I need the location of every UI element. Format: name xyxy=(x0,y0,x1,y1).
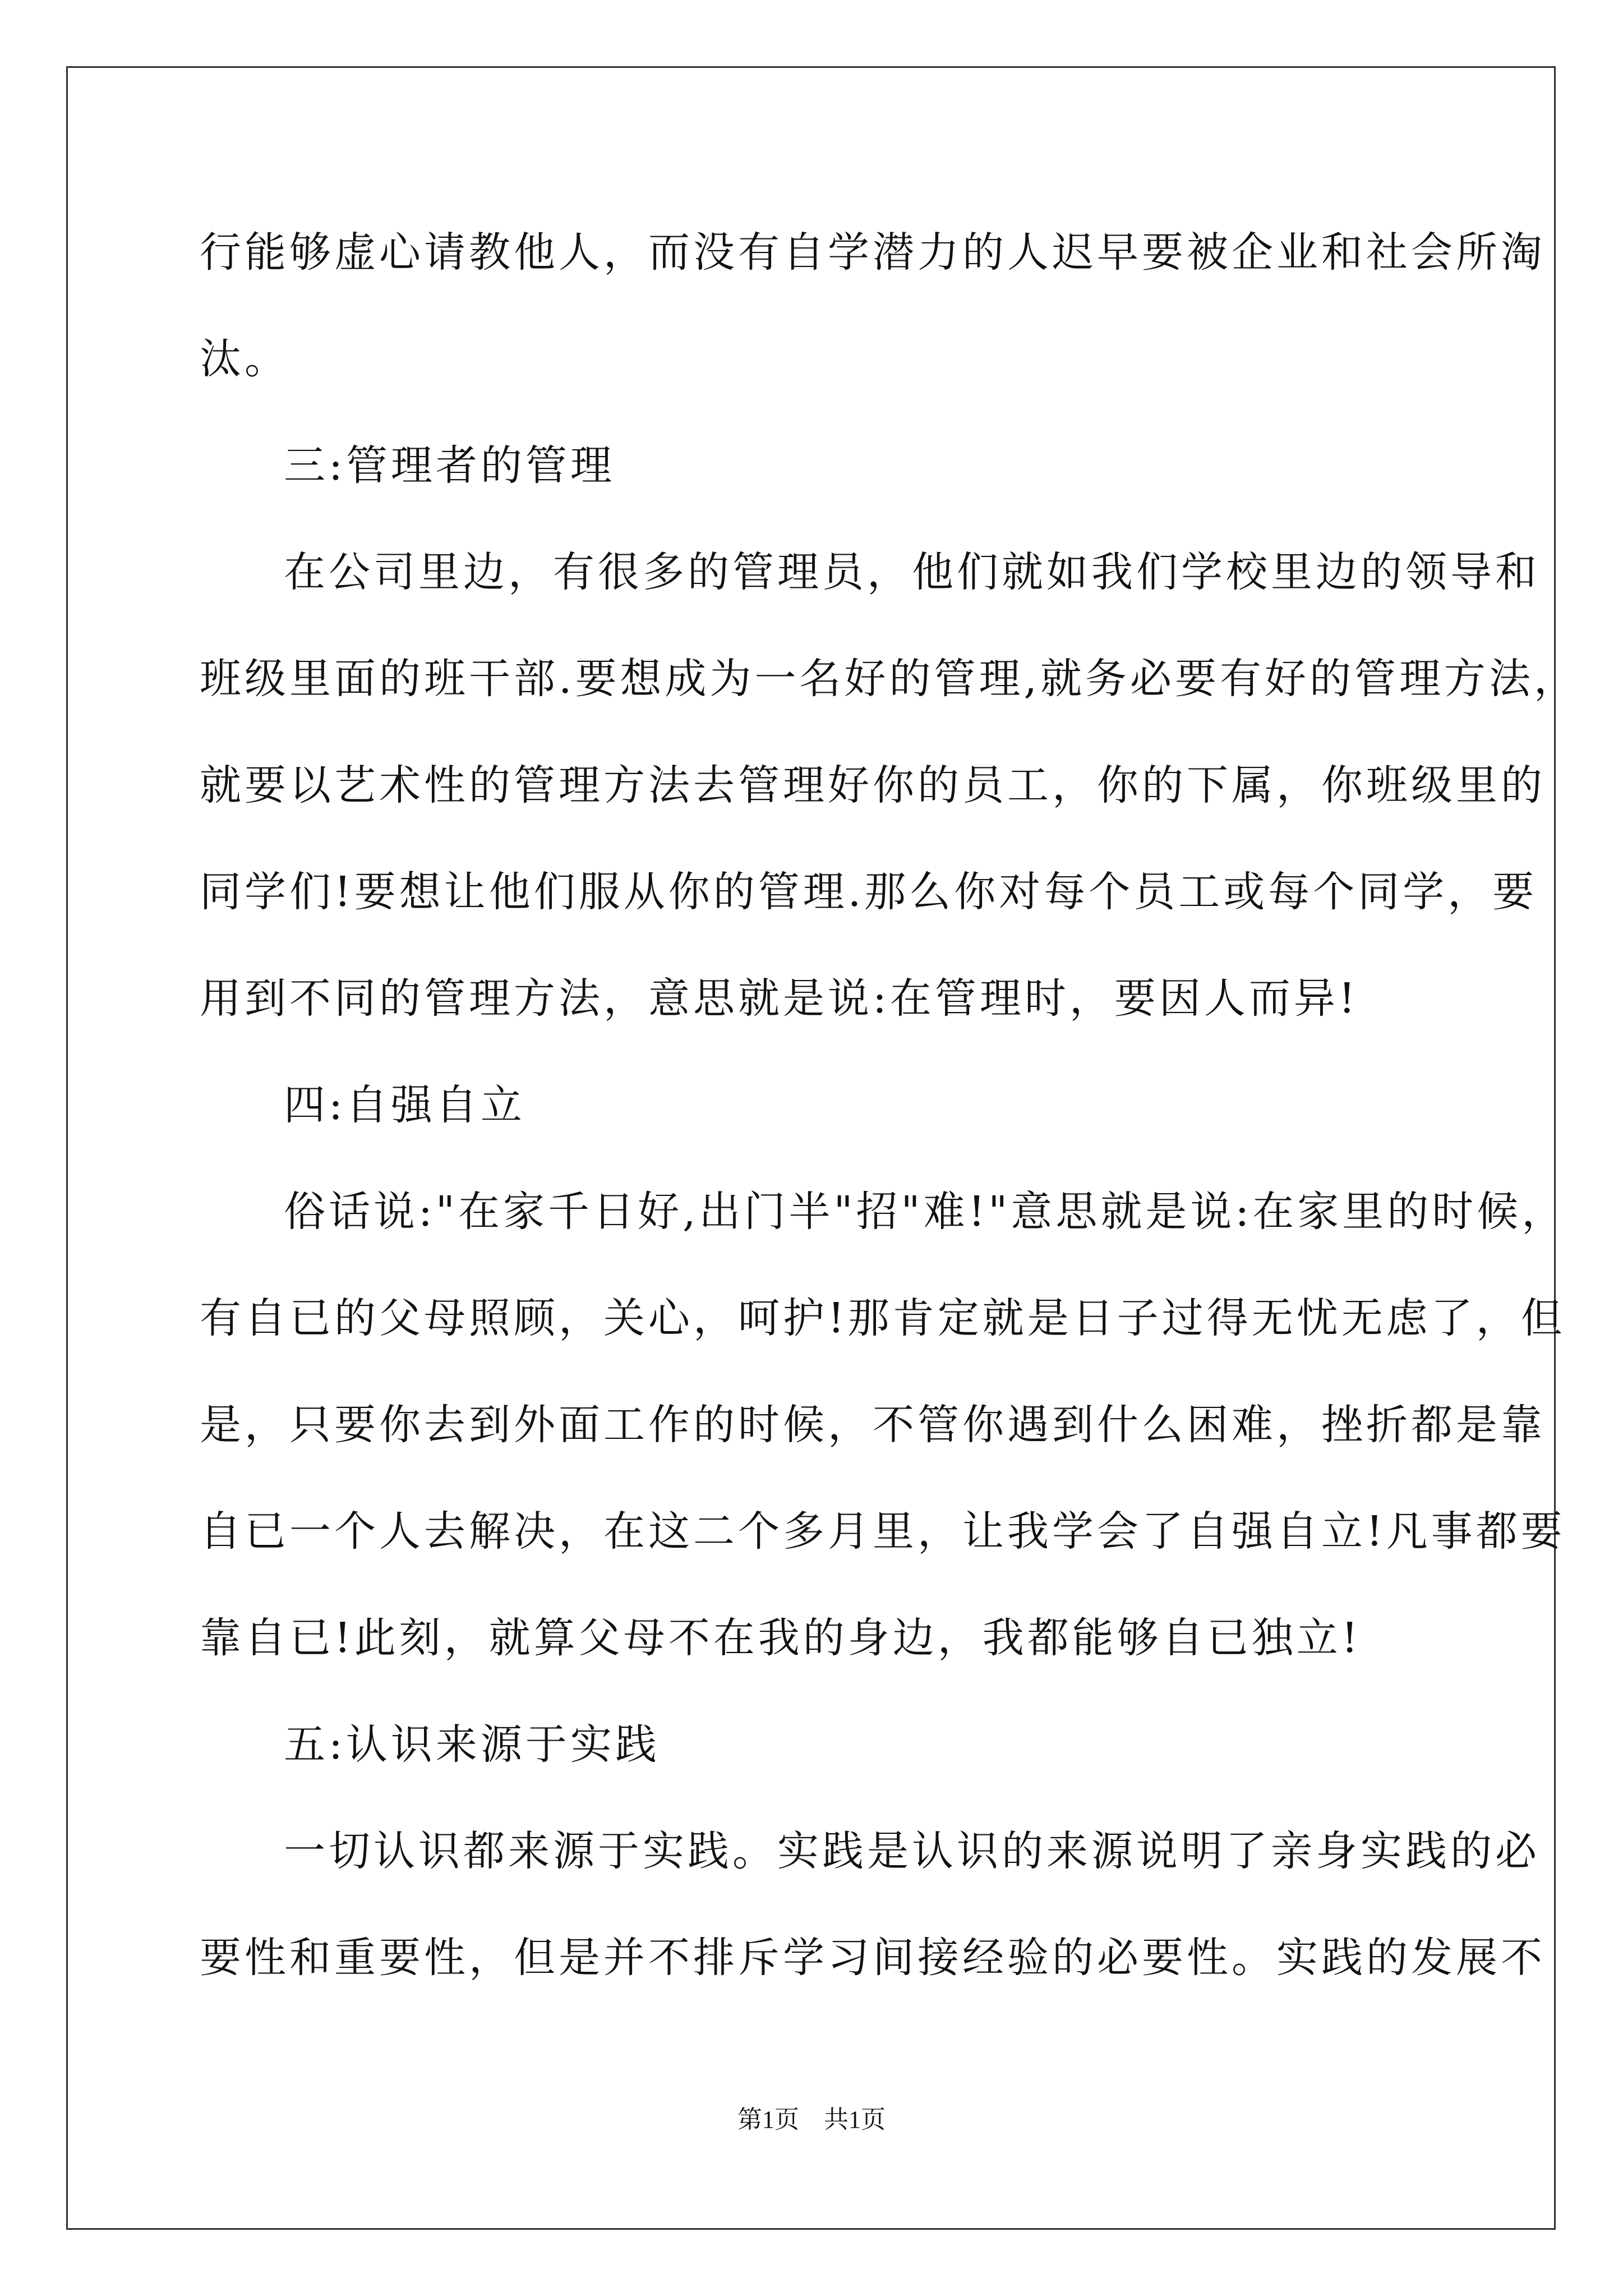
body-line: 俗话说:"在家千日好,出门半"招"难!"意思就是说:在家里的时候， xyxy=(284,1188,1567,1236)
body-line: 在公司里边，有很多的管理员，他们就如我们学校里边的领导和 xyxy=(284,548,1540,596)
body-line: 就要以艺术性的管理方法去管理好你的员工，你的下属，你班级里的 xyxy=(200,761,1546,809)
section-heading: 五:认识来源于实践 xyxy=(284,1720,660,1769)
page-number-footer: 第1页 共1页 xyxy=(737,2106,886,2133)
body-line: 行能够虚心请教他人，而没有自学潜力的人迟早要被企业和社会所淘 xyxy=(200,228,1546,277)
section-heading: 三:管理者的管理 xyxy=(284,441,615,490)
body-line: 用到不同的管理方法，意思就是说:在管理时，要因人而异! xyxy=(200,974,1359,1023)
body-line: 自已一个人去解决，在这二个多月里，让我学会了自强自立!凡事都要 xyxy=(200,1507,1566,1556)
body-line: 一切认识都来源于实践。实践是认识的来源说明了亲身实践的必 xyxy=(284,1827,1540,1875)
body-line: 班级里面的班干部.要想成为一名好的管理,就务必要有好的管理方法， xyxy=(200,655,1579,703)
section-heading: 四:自强自立 xyxy=(284,1081,525,1129)
page-border xyxy=(66,66,1556,2230)
body-line: 汰。 xyxy=(200,335,289,383)
body-line: 有自已的父母照顾，关心，呵护!那肯定就是日子过得无忧无虑了，但 xyxy=(200,1294,1566,1342)
body-line: 同学们!要想让他们服从你的管理.那么你对每个员工或每个同学，要 xyxy=(200,868,1538,916)
body-line: 靠自已!此刻，就算父母不在我的身边，我都能够自已独立! xyxy=(200,1614,1362,1662)
body-line: 是，只要你去到外面工作的时候，不管你遇到什么困难，挫折都是靠 xyxy=(200,1401,1546,1449)
body-line: 要性和重要性，但是并不排斥学习间接经验的必要性。实践的发展不 xyxy=(200,1934,1546,1982)
